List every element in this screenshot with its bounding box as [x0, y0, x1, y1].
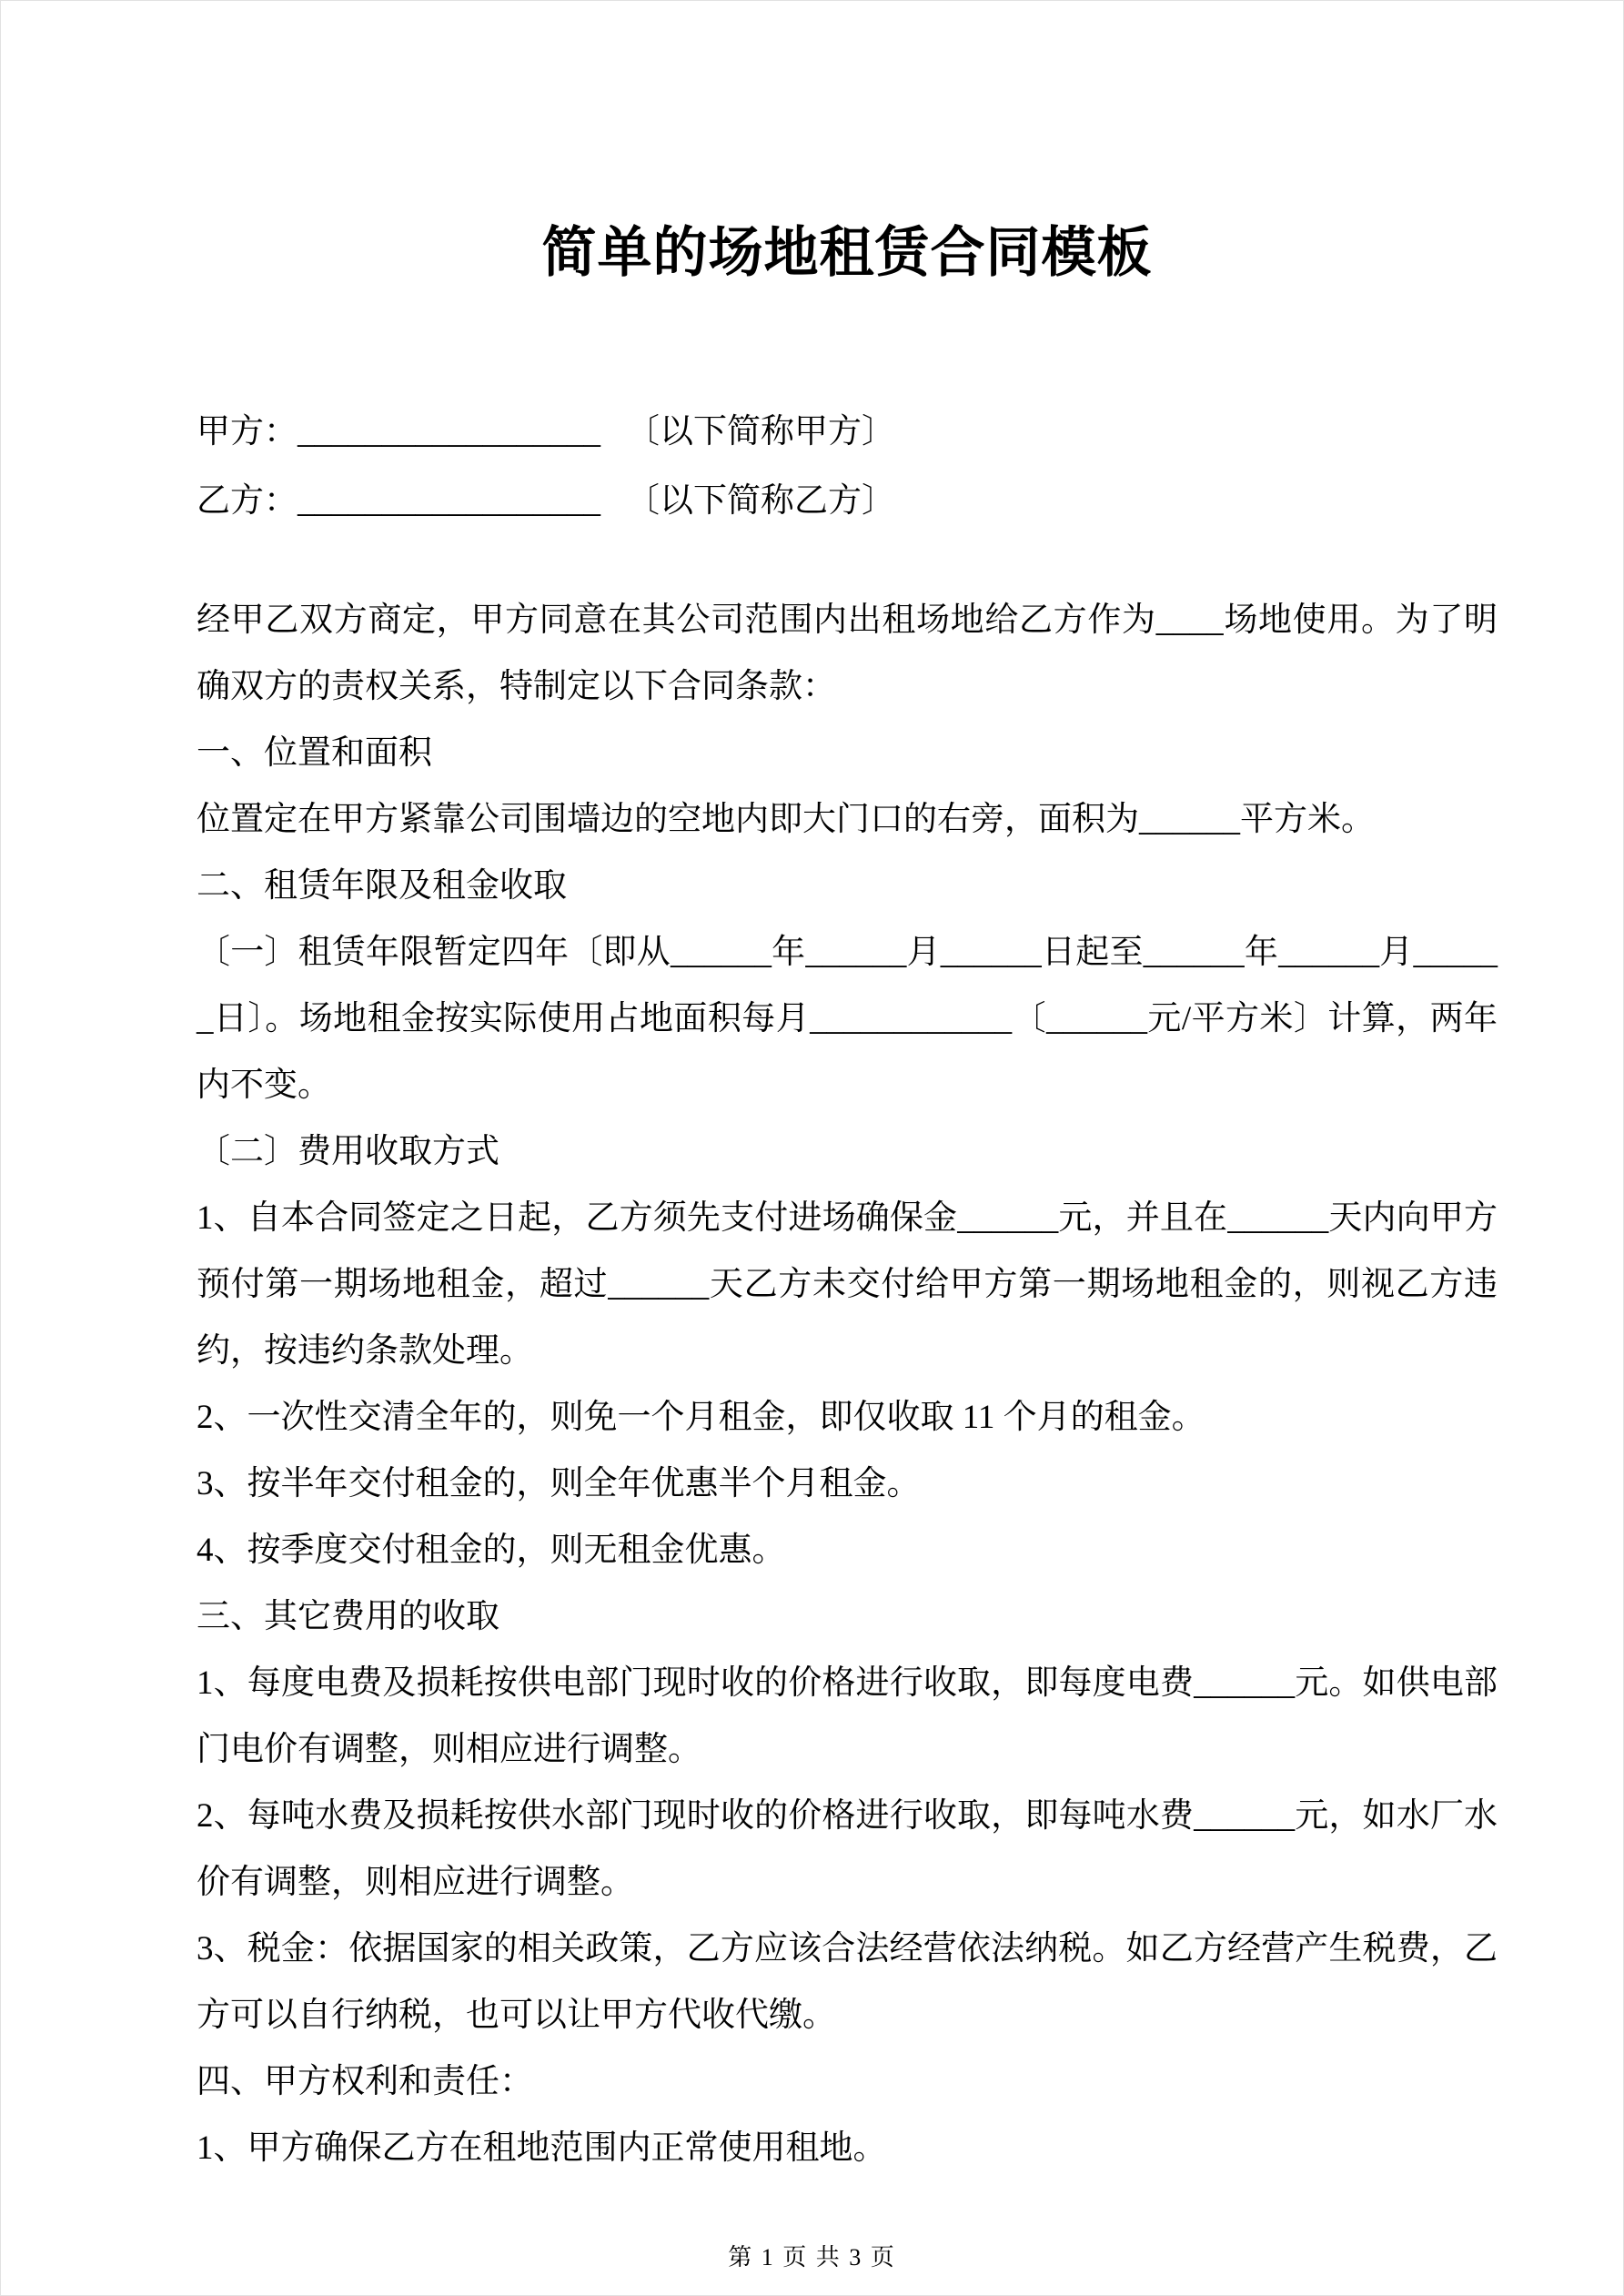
section-1-heading: 一、位置和面积 [197, 734, 432, 772]
party-a-line [197, 398, 1498, 467]
section-1-body: 位置定在甲方紧靠公司围墙边的空地内即大门口的右旁，面积为______平方米。 [197, 801, 1375, 838]
contract-body [197, 587, 1498, 2181]
clause-2-2-item-4: 4、按季度交付租金的，则无租金优惠。 [197, 1532, 786, 1569]
clause-2-2-item-1: 1、自本合同签定之日起，乙方须先支付进场确保金______元，并且在______天内向甲方预付第一期场地租金，超过______天乙方未交付给甲方第一期场地租金的，则视乙方违约，按违约条款处理。 [197, 1199, 1498, 1370]
parties-block [197, 398, 1498, 536]
party-b-line [197, 467, 1498, 536]
intro-paragraph: 经甲乙双方商定，甲方同意在其公司范围内出租场地给乙方作为____场地使用。为了明确双方的责权关系，特制定以下合同条款： [197, 602, 1498, 705]
party-b-label: 乙方： [197, 482, 298, 520]
party-b-note: 〔以下简称乙方〕 [626, 482, 895, 520]
party-a-label: 甲方： [197, 413, 298, 450]
party-a-blank: __________________ [298, 413, 600, 450]
section-3-heading: 三、其它费用的收取 [197, 1598, 499, 1635]
section-4-heading: 四、甲方权利和责任： [197, 2063, 533, 2100]
section-3-item-3: 3、税金：依据国家的相关政策，乙方应该合法经营依法纳税。如乙方经营产生税费，乙方可以自行纳税，也可以让甲方代收代缴。 [197, 1930, 1498, 2034]
clause-2-2-item-2: 2、一次性交清全年的，则免一个月租金，即仅收取 11 个月的租金。 [197, 1399, 1205, 1436]
section-4-item-1: 1、甲方确保乙方在租地范围内正常使用租地。 [197, 2129, 887, 2167]
section-3-item-1: 1、每度电费及损耗按供电部门现时收的价格进行收取，即每度电费______元。如供电部门电价有调整，则相应进行调整。 [197, 1664, 1498, 1768]
party-a-note: 〔以下简称甲方〕 [626, 413, 895, 450]
clause-2-2-heading: 〔二〕费用收取方式 [197, 1133, 499, 1170]
party-b-blank: __________________ [298, 482, 600, 520]
clause-2-2-item-3: 3、按半年交付租金的，则全年优惠半个月租金。 [197, 1465, 921, 1502]
section-3-item-2: 2、每吨水费及损耗按供水部门现时收的价格进行收取，即每吨水费______元，如水厂水价有调整，则相应进行调整。 [197, 1797, 1498, 1901]
clause-2-1: 〔一〕租赁年限暂定四年〔即从______年______月______日起至______年______月______日〕。场地租金按实际使用占地面积每月____________〔______元/平方米〕计算，两年内不变。 [197, 934, 1498, 1104]
page-number-footer: 第 1 页 共 3 页 [728, 2244, 896, 2271]
section-2-heading: 二、租赁年限及租金收取 [197, 867, 567, 905]
document-title: 简单的场地租赁合同模板 [541, 223, 1153, 283]
